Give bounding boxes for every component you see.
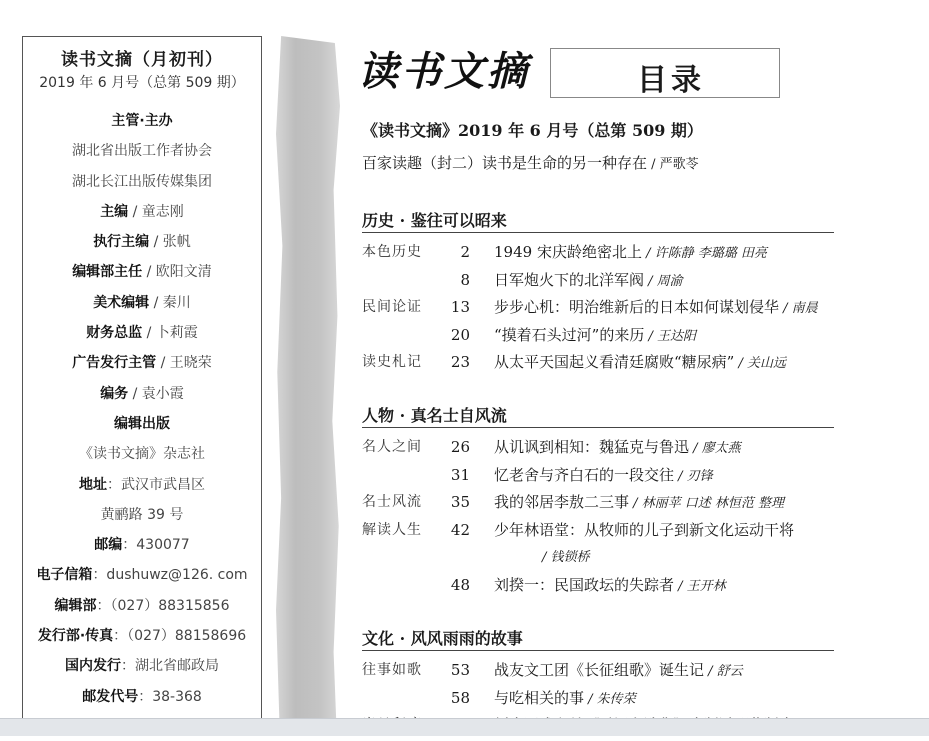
masthead-line-label: 国内发行: [65, 658, 121, 675]
masthead-credits: [23, 106, 261, 712]
entry-title: 忆老舍与齐白石的一段交往: [494, 465, 675, 484]
masthead-line: [23, 682, 261, 712]
masthead-line-value: / 袁小霞: [128, 385, 184, 402]
masthead-line-label: 地址: [79, 476, 107, 493]
entry-page-number: 2: [460, 243, 470, 261]
entry-author: / 王达阳: [644, 328, 696, 344]
toc-entry[interactable]: [362, 462, 834, 490]
magazine-logo: 读书文摘: [358, 48, 530, 95]
toc-entry[interactable]: [362, 239, 834, 267]
masthead-line-label: 主管·主办: [111, 113, 173, 129]
entry-title: 从讥讽到相知：魏猛克与鲁迅: [494, 438, 690, 456]
entry-author: / 林丽苹 口述 林恒范 整理: [629, 496, 785, 511]
entry-page-number: 35: [450, 493, 470, 511]
entry-title: 日军炮火下的北洋军阀: [494, 270, 645, 289]
toc-entry[interactable]: [362, 434, 834, 462]
entry-category: 名人之间: [362, 439, 422, 455]
entry-author: / 廖太燕: [689, 441, 741, 456]
entry-title: 少年林语堂：从牧师的儿子到新文化运动干将: [494, 520, 795, 539]
masthead-line-label: 编辑部主任: [72, 264, 143, 281]
masthead-line-value: ：（027）88315856: [96, 597, 230, 614]
masthead-line-label: 邮编: [94, 537, 123, 554]
masthead-line-value: ：38-368: [138, 688, 202, 705]
masthead-issue: 2019 年 6 月号（总第 509 期）: [39, 75, 245, 91]
entry-title-wrap: [494, 267, 683, 296]
section-history: [362, 208, 834, 377]
brush-stroke-decoration: [276, 36, 340, 736]
entry-title: 步步心机：明治维新后的日本如何谋划侵华: [494, 298, 780, 316]
entry-title: 从太平天国起义看清廷腐败“糖尿病”: [494, 353, 735, 371]
masthead-line-value: / 张帆: [149, 234, 191, 251]
entry-page-number: 42: [450, 520, 470, 539]
entry-category: 名士风流: [362, 494, 422, 510]
entry-page-number: 48: [450, 575, 470, 594]
toc-entry[interactable]: [362, 657, 834, 685]
masthead-line: [23, 530, 261, 560]
masthead-line-label: 执行主编: [93, 234, 150, 251]
toc-title-box: [550, 48, 780, 98]
entry-page-number: 23: [450, 353, 470, 371]
entry-page-number: 8: [460, 270, 470, 289]
entry-author-continued: / 钱锁桥: [542, 550, 590, 565]
masthead-line: [23, 257, 261, 287]
entry-title-wrap: [494, 517, 794, 546]
masthead-line-label: 广告发行主管: [72, 355, 157, 372]
entry-category: 往事如歌: [362, 662, 422, 678]
toc-entry[interactable]: [362, 517, 834, 545]
masthead-line: [23, 197, 261, 227]
masthead-line: [23, 167, 261, 197]
intro-author: / 严歌苓: [647, 157, 699, 172]
entry-title-wrap: [494, 239, 767, 268]
entry-page-number: 58: [450, 688, 470, 707]
masthead-line-value: ：430077: [122, 537, 190, 554]
section-heading: 人物 · 真名士自风流: [362, 403, 834, 428]
masthead-line-label: 编务: [100, 385, 129, 402]
masthead-line-value: 《读书文摘》杂志社: [79, 446, 205, 463]
entry-category: 民间论证: [362, 299, 422, 315]
entry-title-wrap: [494, 462, 713, 491]
entry-page-number: 53: [450, 661, 470, 679]
toc-entry[interactable]: [362, 349, 834, 377]
masthead-line: [23, 379, 261, 409]
entry-category: 读史札记: [362, 354, 422, 370]
masthead-line-value: ：武汉市武昌区: [107, 476, 205, 493]
toc-title: 目录: [637, 63, 705, 98]
entry-category: 解读人生: [362, 521, 422, 538]
masthead-line: [23, 136, 261, 166]
entry-page-number: 20: [450, 325, 470, 344]
entry-author: / 关山远: [734, 356, 786, 371]
masthead-line-value: ：（027）88158696: [113, 628, 247, 645]
toc-entry[interactable]: [362, 294, 834, 322]
entry-title-wrap: [494, 349, 786, 378]
masthead-line-value: 湖北省出版工作者协会: [72, 143, 212, 160]
entry-author: / 许陈静 李璐璐 田亮: [641, 246, 767, 261]
section-people: [362, 403, 834, 599]
masthead-line-value: ：dushuwz@126. com: [92, 567, 248, 584]
entry-title-wrap: [494, 294, 818, 323]
masthead-line-value: 黄鹂路 39 号: [100, 506, 184, 523]
entry-title-wrap: [494, 489, 784, 518]
masthead-line: [23, 288, 261, 318]
entry-title: 战友文工团《长征组歌》诞生记: [494, 661, 705, 679]
masthead-box: [22, 36, 262, 736]
masthead-line: [23, 318, 261, 348]
masthead-line: [23, 500, 261, 530]
masthead-line: [23, 470, 261, 500]
masthead-line: [23, 348, 261, 378]
masthead-line-label: 美术编辑: [93, 294, 150, 311]
masthead-title: 读书文摘（月初刊）: [61, 50, 223, 70]
masthead-line: [23, 560, 261, 590]
masthead-line: [23, 227, 261, 257]
masthead-line-value: / 秦川: [149, 294, 191, 311]
section-heading: 文化 · 风风雨雨的故事: [362, 626, 834, 651]
toc-entry[interactable]: [362, 544, 834, 572]
entry-title-wrap: [494, 322, 696, 351]
section-heading: 历史 · 鉴往可以昭来: [362, 208, 834, 233]
entry-author: / 南晨: [779, 301, 818, 316]
entry-title: 1949 宋庆龄绝密北上: [494, 243, 642, 261]
masthead-line-label: 编辑部: [54, 597, 97, 614]
entry-title: 与吃相关的事: [494, 688, 585, 707]
entry-title-wrap: [494, 685, 636, 714]
masthead-line-value: ：湖北省邮政局: [121, 658, 219, 675]
masthead-line-label: 编辑出版: [114, 415, 170, 432]
masthead-line-value: / 欧阳文清: [142, 264, 212, 281]
masthead-line-value: 湖北长江出版传媒集团: [72, 173, 212, 190]
masthead-line: [23, 439, 261, 469]
masthead-line-value: / 卜莉霞: [142, 325, 198, 342]
entry-title-wrap: [494, 434, 741, 463]
entry-title: “摸着石头过河”的来历: [494, 325, 645, 344]
entry-title-wrap: [494, 572, 726, 601]
intro-text: 百家读趣（封二）读书是生命的另一种存在: [362, 154, 648, 172]
entry-title-wrap: [494, 657, 743, 686]
toc-entry[interactable]: [362, 322, 834, 350]
window-bottom-bar: [0, 718, 929, 736]
masthead-line-label: 主编: [100, 203, 129, 220]
masthead-line: [23, 106, 261, 136]
toc-entry[interactable]: [362, 685, 834, 713]
entry-page-number: 26: [450, 438, 470, 456]
masthead-line-value: / 童志刚: [128, 203, 184, 220]
masthead-line: [23, 409, 261, 439]
toc-entry[interactable]: [362, 572, 834, 600]
entry-title: 我的邻居李敖二三事: [494, 493, 630, 511]
entry-author: / 朱传荣: [584, 691, 636, 707]
masthead-line-label: 电子信箱: [36, 567, 93, 584]
masthead-line: [23, 591, 261, 621]
masthead-line-label: 邮发代号: [82, 688, 139, 705]
entry-author: / 刃锋: [674, 468, 713, 484]
masthead-line-label: 财务总监: [86, 325, 143, 342]
entry-title: 刘揆一：民国政坛的失踪者: [494, 575, 675, 594]
entry-author: / 周渝: [644, 273, 683, 289]
entry-page-number: 31: [450, 465, 470, 484]
intro-line: [362, 152, 699, 173]
masthead-line: [23, 651, 261, 681]
entry-page-number: 13: [450, 298, 470, 316]
entry-category: 本色历史: [362, 244, 422, 260]
entry-author: / 王开林: [674, 578, 726, 594]
toc-entry[interactable]: [362, 489, 834, 517]
masthead-line: [23, 621, 261, 651]
masthead-line-label: 发行部·传真: [37, 628, 114, 645]
toc-entry[interactable]: [362, 267, 834, 295]
entry-author: / 舒云: [704, 664, 743, 679]
masthead-line-value: / 王晓荣: [156, 355, 212, 372]
issue-line: 《读书文摘》2019 年 6 月号（总第 509 期）: [362, 121, 703, 140]
